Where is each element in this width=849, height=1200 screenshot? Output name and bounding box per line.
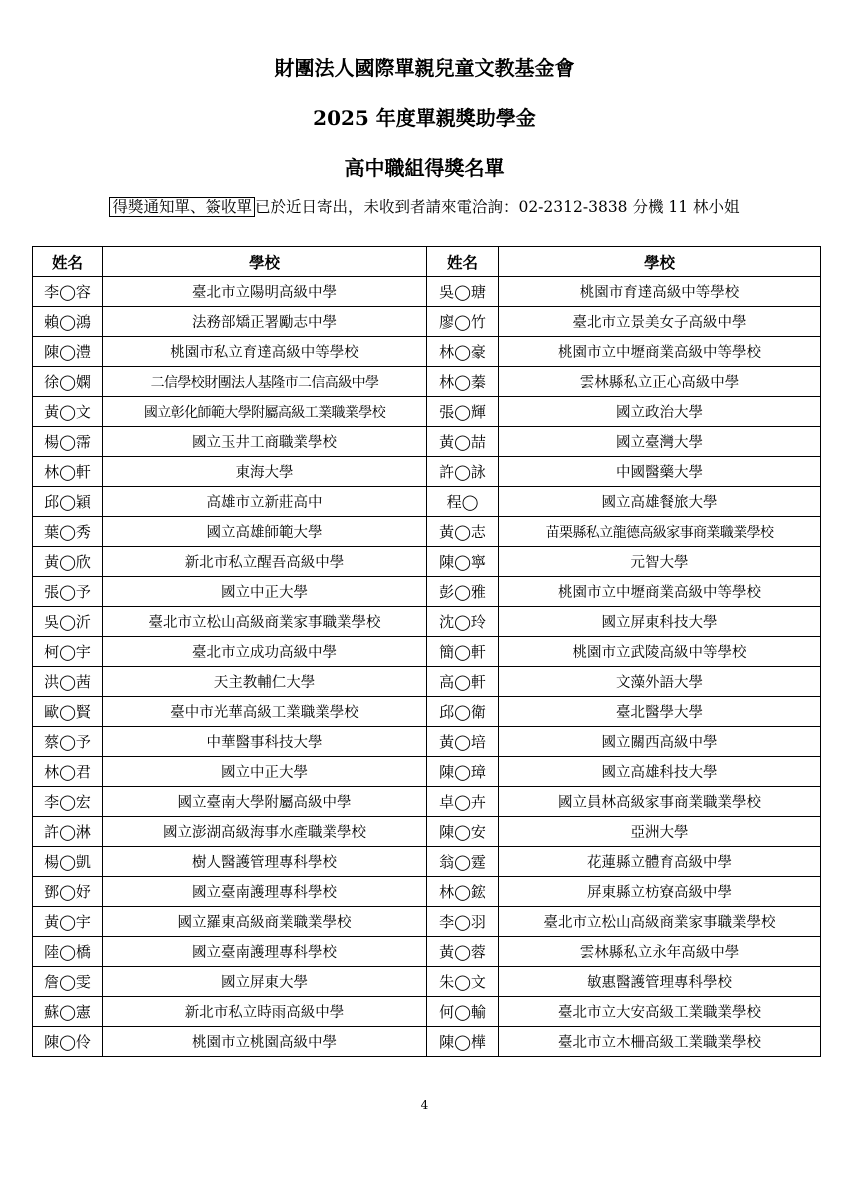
recipient-name: 林◯君 <box>33 757 103 787</box>
header-school-right: 學校 <box>499 247 821 277</box>
table-row <box>33 817 821 847</box>
scholarship-title: 2025 年度單親獎助學金 <box>313 106 536 130</box>
recipient-name: 張◯予 <box>33 577 103 607</box>
table-row <box>33 787 821 817</box>
recipient-school: 高雄市立新莊高中 <box>103 487 427 517</box>
recipient-school: 元智大學 <box>499 547 821 577</box>
recipient-name: 洪◯茜 <box>33 667 103 697</box>
recipient-name: 吳◯沂 <box>33 607 103 637</box>
recipient-school: 桃園市立桃園高級中學 <box>103 1027 427 1057</box>
recipient-name: 朱◯文 <box>427 967 499 997</box>
recipient-school: 國立高雄師範大學 <box>103 517 427 547</box>
recipient-name: 李◯宏 <box>33 787 103 817</box>
table-row <box>33 937 821 967</box>
notice-text: 已於近日寄出，未收到者請來電洽詢：02-2312-3838 分機 11 林小姐 <box>254 198 740 216</box>
table-row <box>33 457 821 487</box>
table-row <box>33 427 821 457</box>
header-name-left: 姓名 <box>33 247 103 277</box>
recipient-school: 文藻外語大學 <box>499 667 821 697</box>
recipient-name: 沈◯玲 <box>427 607 499 637</box>
recipient-name: 陳◯伶 <box>33 1027 103 1057</box>
recipient-name: 陳◯樺 <box>427 1027 499 1057</box>
recipient-school: 中國醫藥大學 <box>499 457 821 487</box>
recipient-name: 許◯淋 <box>33 817 103 847</box>
recipient-school: 臺北市立陽明高級中學 <box>103 277 427 307</box>
recipient-name: 黃◯蓉 <box>427 937 499 967</box>
recipient-school: 桃園市育達高級中等學校 <box>499 277 821 307</box>
table-body <box>33 277 821 1057</box>
table-row <box>33 877 821 907</box>
recipient-name: 邱◯穎 <box>33 487 103 517</box>
table-row <box>33 367 821 397</box>
recipient-school: 新北市私立醒吾高級中學 <box>103 547 427 577</box>
recipient-name: 陳◯澧 <box>33 337 103 367</box>
recipient-school: 國立羅東高級商業職業學校 <box>103 907 427 937</box>
header-school-left: 學校 <box>103 247 427 277</box>
recipient-school: 臺北醫學大學 <box>499 697 821 727</box>
recipient-school: 國立臺南護理專科學校 <box>103 937 427 967</box>
recipient-name: 許◯詠 <box>427 457 499 487</box>
recipient-name: 卓◯卉 <box>427 787 499 817</box>
recipient-name: 柯◯宇 <box>33 637 103 667</box>
recipient-school: 法務部矯正署勵志中學 <box>103 307 427 337</box>
recipient-name: 陸◯橋 <box>33 937 103 967</box>
recipient-school: 臺北市立成功高級中學 <box>103 637 427 667</box>
table-row <box>33 547 821 577</box>
recipient-school: 國立高雄科技大學 <box>499 757 821 787</box>
recipient-name: 高◯軒 <box>427 667 499 697</box>
table-row <box>33 847 821 877</box>
recipient-school: 國立玉井工商職業學校 <box>103 427 427 457</box>
recipient-name: 黃◯欣 <box>33 547 103 577</box>
recipient-school: 中華醫事科技大學 <box>103 727 427 757</box>
recipient-school: 樹人醫護管理專科學校 <box>103 847 427 877</box>
recipient-name: 林◯軒 <box>33 457 103 487</box>
recipient-name: 何◯輸 <box>427 997 499 1027</box>
recipient-school: 花蓮縣立體育高級中學 <box>499 847 821 877</box>
recipient-name: 邱◯衛 <box>427 697 499 727</box>
recipient-name: 張◯輝 <box>427 397 499 427</box>
recipient-name: 黃◯喆 <box>427 427 499 457</box>
table-row <box>33 577 821 607</box>
recipient-name: 黃◯培 <box>427 727 499 757</box>
recipient-school: 國立屏東科技大學 <box>499 607 821 637</box>
recipient-school: 國立中正大學 <box>103 757 427 787</box>
recipient-name: 葉◯秀 <box>33 517 103 547</box>
recipient-school: 雲林縣私立永年高級中學 <box>499 937 821 967</box>
recipient-school: 桃園市立中壢商業高級中等學校 <box>499 577 821 607</box>
table-row <box>33 697 821 727</box>
recipient-name: 廖◯竹 <box>427 307 499 337</box>
table-row <box>33 337 821 367</box>
recipient-school: 天主教輔仁大學 <box>103 667 427 697</box>
recipient-school: 亞洲大學 <box>499 817 821 847</box>
recipient-name: 黃◯志 <box>427 517 499 547</box>
recipient-school: 國立澎湖高級海事水產職業學校 <box>103 817 427 847</box>
table-row <box>33 667 821 697</box>
recipient-school: 桃園市私立育達高級中等學校 <box>103 337 427 367</box>
table-row <box>33 517 821 547</box>
table-row <box>33 757 821 787</box>
recipient-school: 國立高雄餐旅大學 <box>499 487 821 517</box>
table-row <box>33 397 821 427</box>
recipient-school: 東海大學 <box>103 457 427 487</box>
recipient-name: 賴◯鴻 <box>33 307 103 337</box>
recipient-school: 臺北市立松山高級商業家事職業學校 <box>499 907 821 937</box>
header-name-right: 姓名 <box>427 247 499 277</box>
recipient-school: 國立臺灣大學 <box>499 427 821 457</box>
table-row <box>33 607 821 637</box>
recipient-name: 彭◯雅 <box>427 577 499 607</box>
recipient-name: 陳◯安 <box>427 817 499 847</box>
recipient-school: 屏東縣立枋寮高級中學 <box>499 877 821 907</box>
recipient-school: 桃園市立武陵高級中等學校 <box>499 637 821 667</box>
table-row <box>33 277 821 307</box>
recipient-school: 國立關西高級中學 <box>499 727 821 757</box>
recipient-name: 陳◯寧 <box>427 547 499 577</box>
recipient-school: 國立屏東大學 <box>103 967 427 997</box>
recipient-name: 詹◯雯 <box>33 967 103 997</box>
table-header-row <box>33 247 821 277</box>
recipient-school: 桃園市立中壢商業高級中等學校 <box>499 337 821 367</box>
recipient-school: 苗栗縣私立龍德高級家事商業職業學校 <box>499 517 821 547</box>
recipient-name: 黃◯文 <box>33 397 103 427</box>
table-row <box>33 307 821 337</box>
recipient-school: 雲林縣私立正心高級中學 <box>499 367 821 397</box>
table-row <box>33 907 821 937</box>
recipient-school: 二信學校財團法人基隆市二信高級中學 <box>103 367 427 397</box>
recipient-name: 程◯ <box>427 487 499 517</box>
recipient-name: 歐◯賢 <box>33 697 103 727</box>
table-row <box>33 997 821 1027</box>
foundation-title: 財團法人國際單親兒童文教基金會 <box>274 56 575 80</box>
list-title: 高中職組得獎名單 <box>344 156 505 180</box>
recipient-name: 林◯豪 <box>427 337 499 367</box>
recipient-school: 國立臺南大學附屬高級中學 <box>103 787 427 817</box>
recipient-name: 林◯蓁 <box>427 367 499 397</box>
table-row <box>33 487 821 517</box>
recipient-school: 國立員林高級家事商業職業學校 <box>499 787 821 817</box>
table-row <box>33 727 821 757</box>
recipient-school: 臺北市立木柵高級工業職業學校 <box>499 1027 821 1057</box>
recipient-school: 敏惠醫護管理專科學校 <box>499 967 821 997</box>
table-row <box>33 637 821 667</box>
recipient-name: 吳◯瑭 <box>427 277 499 307</box>
recipient-name: 蔡◯予 <box>33 727 103 757</box>
recipient-school: 臺北市立景美女子高級中學 <box>499 307 821 337</box>
recipient-school: 國立彰化師範大學附屬高級工業職業學校 <box>103 397 427 427</box>
recipient-name: 楊◯凱 <box>33 847 103 877</box>
recipient-school: 國立政治大學 <box>499 397 821 427</box>
notice-line <box>0 196 849 218</box>
table-row <box>33 1027 821 1057</box>
recipient-name: 簡◯軒 <box>427 637 499 667</box>
recipient-school: 臺中市光華高級工業職業學校 <box>103 697 427 727</box>
table-row <box>33 967 821 997</box>
recipient-school: 國立中正大學 <box>103 577 427 607</box>
page-number: 4 <box>420 1098 429 1112</box>
recipient-name: 李◯容 <box>33 277 103 307</box>
recipient-name: 翁◯霆 <box>427 847 499 877</box>
recipient-school: 臺北市立松山高級商業家事職業學校 <box>103 607 427 637</box>
award-table <box>32 246 821 1057</box>
recipient-name: 徐◯嫻 <box>33 367 103 397</box>
recipient-name: 鄧◯妤 <box>33 877 103 907</box>
recipient-school: 新北市私立時雨高級中學 <box>103 997 427 1027</box>
recipient-school: 國立臺南護理專科學校 <box>103 877 427 907</box>
recipient-name: 陳◯璋 <box>427 757 499 787</box>
recipient-name: 林◯鋐 <box>427 877 499 907</box>
recipient-name: 李◯羽 <box>427 907 499 937</box>
recipient-name: 黃◯宇 <box>33 907 103 937</box>
recipient-name: 蘇◯憲 <box>33 997 103 1027</box>
recipient-name: 楊◯霈 <box>33 427 103 457</box>
recipient-school: 臺北市立大安高級工業職業學校 <box>499 997 821 1027</box>
notice-boxed-label: 得獎通知單、簽收單 <box>109 197 255 217</box>
